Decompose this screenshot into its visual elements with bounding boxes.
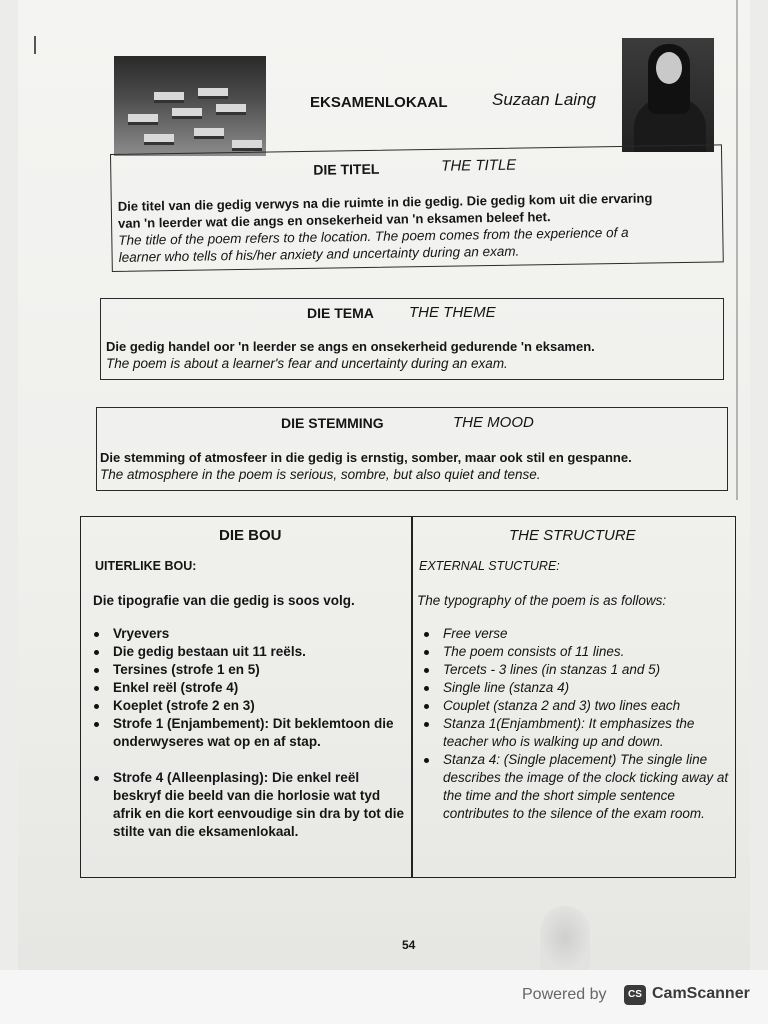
structure-heading-en: THE STRUCTURE (509, 527, 636, 544)
exam-room-photo (114, 56, 266, 156)
list-item: Single line (stanza 4) (419, 679, 731, 697)
list-item: Tercets - 3 lines (in stanzas 1 and 5) (419, 661, 731, 679)
list-item: Couplet (stanza 2 and 3) two lines each (419, 697, 731, 715)
list-item: Stanza 4: (Single placement) The single line describes the image of the clock ticking away at the time and the short simple sentence contributes to the silence of the exam room. (419, 751, 731, 823)
desk-shape (172, 108, 202, 119)
poem-author: Suzaan Laing (492, 90, 596, 109)
desk-shape (144, 134, 174, 145)
theme-heading-en: THE THEME (409, 304, 496, 321)
mood-text-af: Die stemming of atmosfeer in die gedig is ernstig, somber, maar ook stil en gespanne. (100, 450, 632, 465)
title-text-af-line: Die titel van die gedig verwys na die ruimte in die gedig. Die gedig kom uit die ervaring (117, 190, 653, 214)
mood-heading-en: THE MOOD (453, 414, 534, 431)
typography-intro-en: The typography of the poem is as follows: (417, 593, 667, 608)
list-item: Strofe 4 (Alleenplasing): Die enkel reël beskryf die beeld van die horlosie wat tyd afrik en die kort eenvoudige sin dra by tot die stilte van die eksamenlokaal. (89, 769, 405, 841)
title-heading-en: THE TITLE (441, 156, 517, 175)
title-text-en-line: learner who tells of his/her anxiety and uncertainty during an exam. (118, 243, 520, 265)
desk-shape (154, 92, 184, 103)
theme-section (100, 298, 724, 380)
typography-intro-af: Die tipografie van die gedig is soos volg. (93, 593, 355, 608)
camscanner-brand: CamScanner (652, 985, 750, 1002)
title-text-af-line: van 'n leerder wat die angs en onsekerheid van 'n eksamen beleef het. (117, 209, 551, 231)
structure-column-en (413, 517, 733, 877)
mood-heading-af: DIE STEMMING (281, 415, 384, 431)
title-section (110, 144, 724, 272)
list-item: The poem consists of 11 lines. (419, 643, 731, 661)
structure-list-en (419, 625, 731, 823)
title-text-en-line: The title of the poem refers to the location. The poem comes from the experience of a (118, 224, 629, 248)
poem-header (300, 90, 620, 116)
structure-column-af (81, 517, 411, 877)
structure-list-af (89, 625, 405, 841)
list-item: Free verse (419, 625, 731, 643)
poem-title: EKSAMENLOKAAL (310, 94, 448, 111)
desk-shape (216, 104, 246, 115)
external-structure-heading-af: UITERLIKE BOU: (95, 559, 197, 573)
title-heading-af: DIE TITEL (313, 160, 380, 178)
theme-heading-af: DIE TEMA (307, 305, 374, 321)
scan-edge-mark (34, 36, 36, 54)
scan-smudge (540, 906, 590, 970)
list-item: Strofe 1 (Enjambement): Dit beklemtoon die onderwyseres wat op en af stap. (89, 715, 405, 751)
list-item: Tersines (strofe 1 en 5) (89, 661, 405, 679)
structure-table (80, 516, 736, 878)
list-item: Die gedig bestaan uit 11 reëls. (89, 643, 405, 661)
mood-section (96, 407, 728, 491)
desk-shape (198, 88, 228, 99)
list-item: Koeplet (strofe 2 en 3) (89, 697, 405, 715)
mood-text-en: The atmosphere in the poem is serious, sombre, but also quiet and tense. (100, 467, 541, 482)
page-right-edge (736, 0, 738, 500)
desk-shape (128, 114, 158, 125)
desk-shape (194, 128, 224, 139)
powered-by-label: Powered by (522, 986, 607, 1003)
author-portrait (622, 38, 714, 152)
portrait-face (656, 52, 682, 84)
external-structure-heading-en: EXTERNAL STUCTURE: (419, 559, 560, 573)
camscanner-logo-icon: CS (624, 985, 646, 1005)
theme-text-af: Die gedig handel oor 'n leerder se angs en onsekerheid gedurende 'n eksamen. (106, 339, 595, 354)
theme-text-en: The poem is about a learner's fear and uncertainty during an exam. (106, 356, 508, 371)
structure-heading-af: DIE BOU (219, 527, 282, 544)
desk-shape (232, 140, 262, 151)
list-item: Vryevers (89, 625, 405, 643)
list-item: Enkel reël (strofe 4) (89, 679, 405, 697)
page-number: 54 (402, 938, 416, 952)
list-item: Stanza 1(Enjambment): It emphasizes the teacher who is walking up and down. (419, 715, 731, 751)
